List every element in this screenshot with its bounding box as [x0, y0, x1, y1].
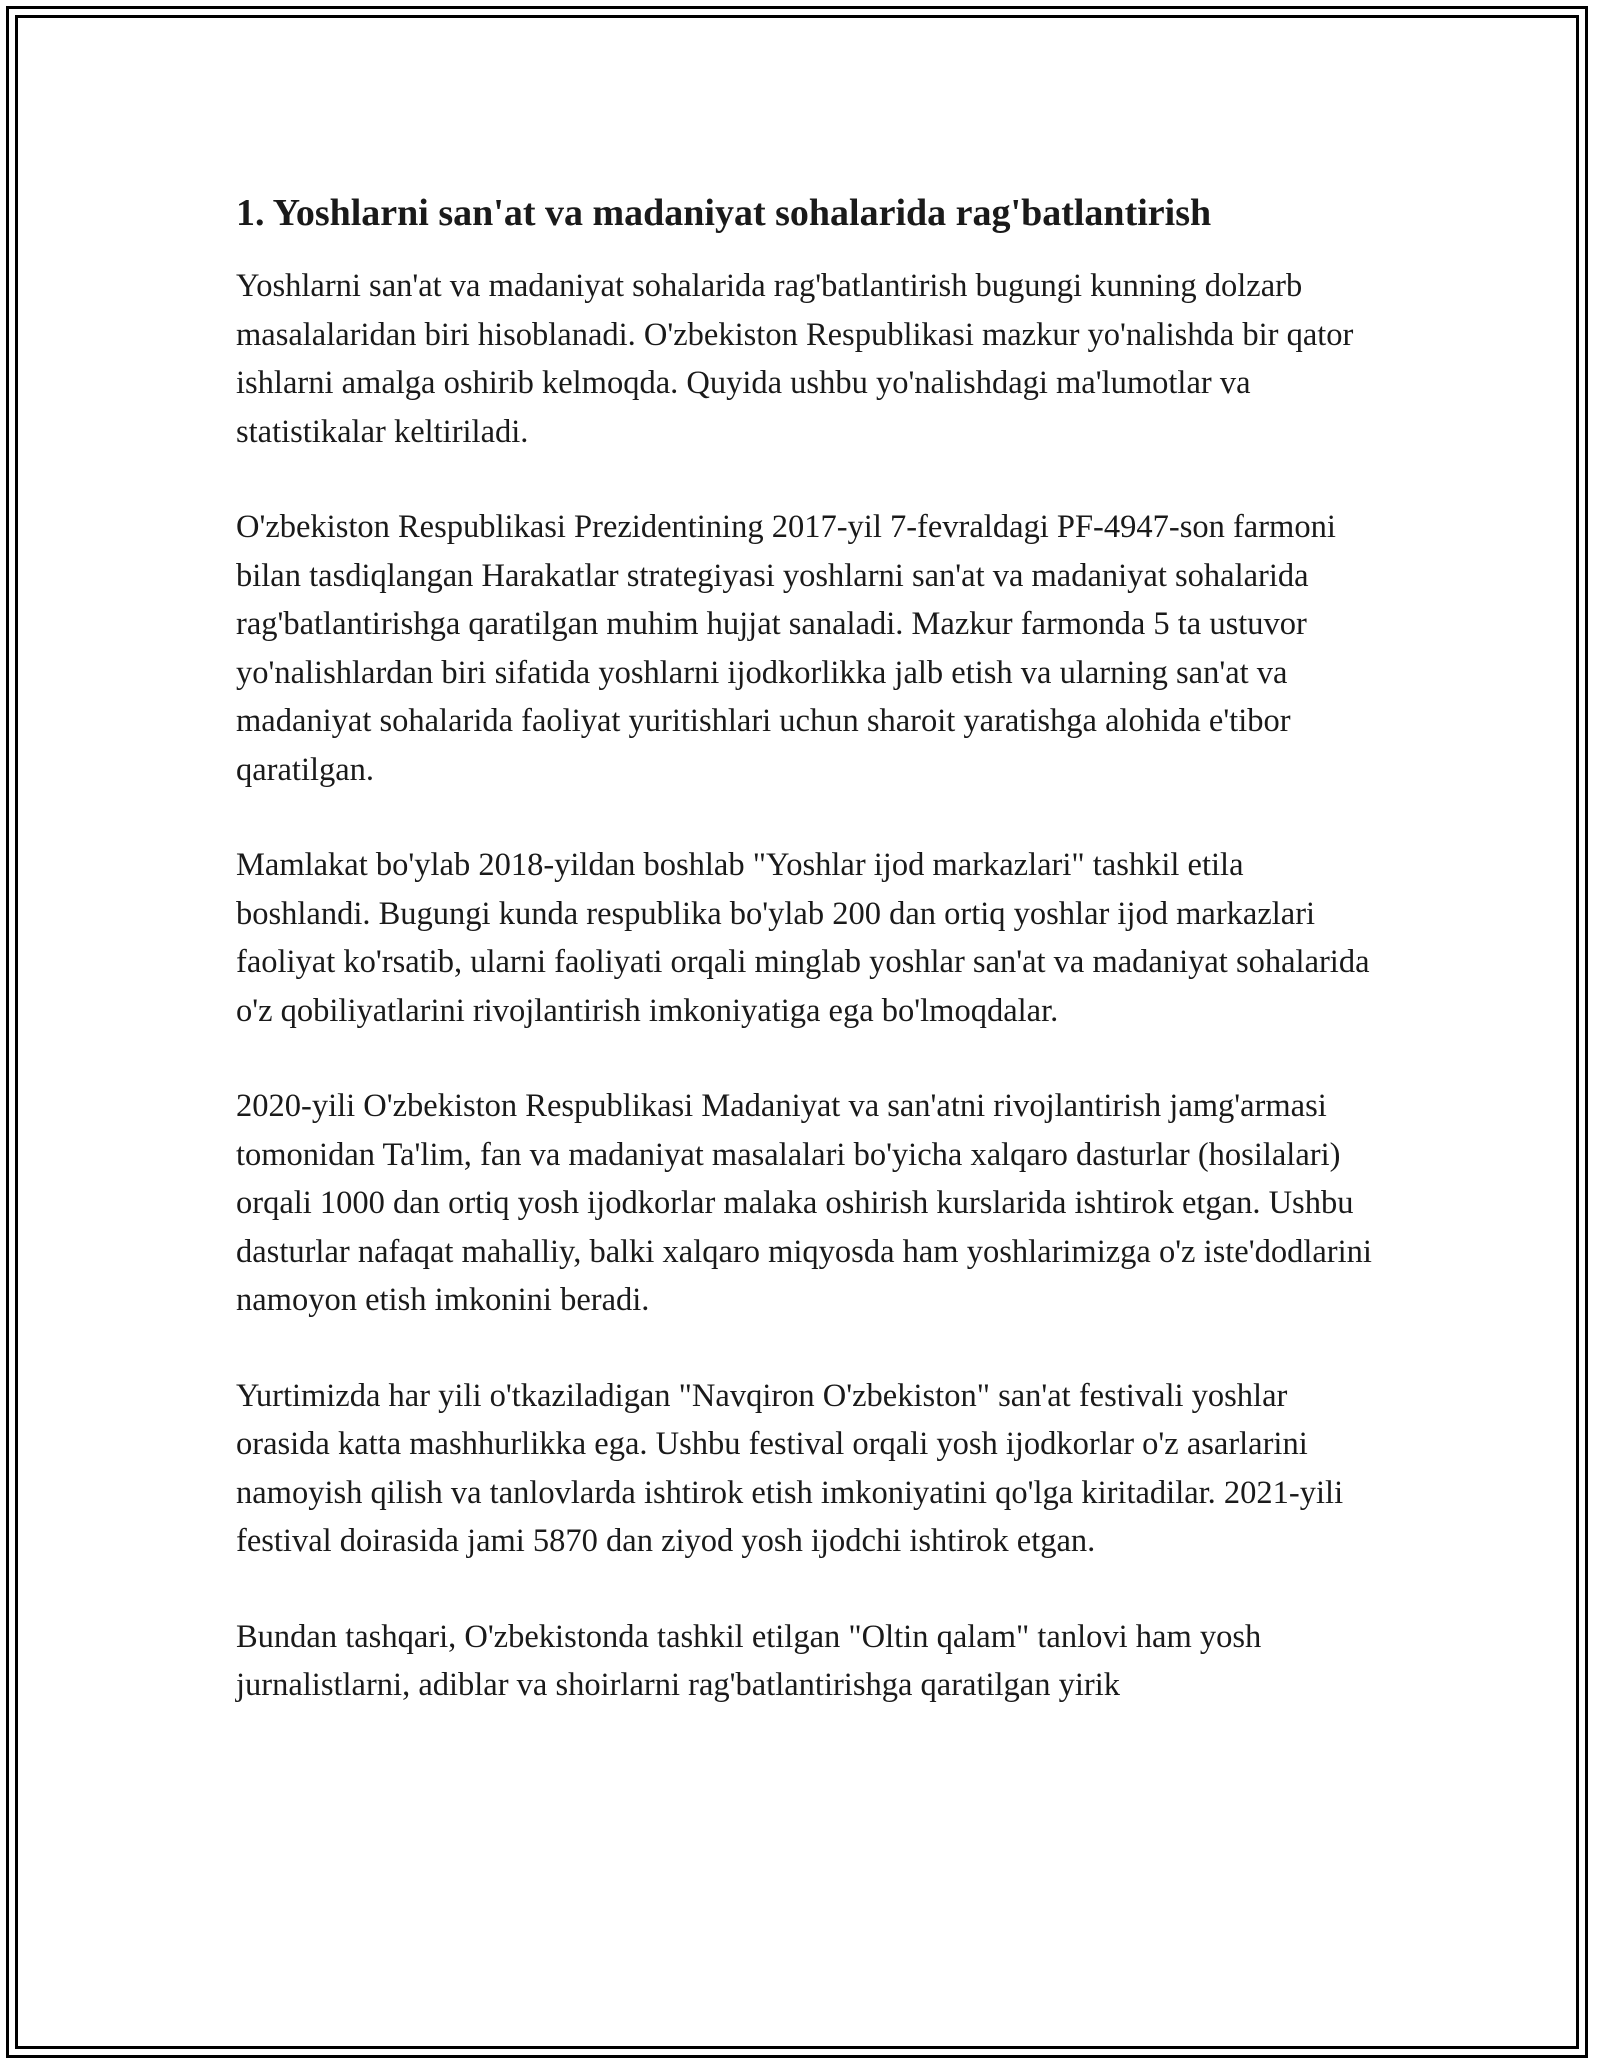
paragraph-5: Yurtimizda har yili o'tkaziladigan "Navqiron O'zbekiston" san'at festivali yoshlar orasida katta mashhurlikka ega. Ushbu festival orqali yosh ijodkorlar o'z asarlarini namoyish qilish va tanlovlarda ishtirok etish imkoniyatini qo'lga kiritadilar. 2021-yili festival doirasida jami 5870 dan ziyod yosh ijodchi ishtirok etgan. — [236, 1377, 1344, 1559]
section-title: 1. Yoshlarni san'at va madaniyat sohalarida rag'batlantirish — [236, 192, 1212, 234]
paragraph-6: Bundan tashqari, O'zbekistonda tashkil etilgan "Oltin qalam" tanlovi ham yosh jurnalistlarni, adiblar va shoirlarni rag'batlantirishga qaratilgan yirik — [236, 1618, 1262, 1703]
document-body — [236, 186, 1386, 1710]
paragraph-1: Yoshlarni san'at va madaniyat sohalarida rag'batlantirish bugungi kunning dolzarb masalalaridan biri hisoblanadi. O'zbekiston Respublikasi mazkur yo'nalishda bir qator ishlarni amalga oshirib kelmoqda. Quyida ushbu yo'nalishdagi ma'lumotlar va statistikalar keltiriladi. — [236, 268, 1354, 450]
paragraph-3: Mamlakat bo'ylab 2018-yildan boshlab "Yoshlar ijod markazlari" tashkil etila boshlandi. Bugungi kunda respublika bo'ylab 200 dan ortiq yoshlar ijod markazlari faoliyat ko'rsatib, ularni faoliyati orqali minglab yoshlar san'at va madaniyat sohalarida o'z qobiliyatlarini rivojlantirish imkoniyatiga ega bo'lmoqdalar. — [236, 847, 1370, 1029]
paragraph-4: 2020-yili O'zbekiston Respublikasi Madaniyat va san'atni rivojlantirish jamg'armasi tomonidan Ta'lim, fan va madaniyat masalalari bo'yicha xalqaro dasturlar (hosilalari) orqali 1000 dan ortiq yosh ijodkorlar malaka oshirish kurslarida ishtirok etgan. Ushbu dasturlar nafaqat mahalliy, balki xalqaro miqyosda ham yoshlarimizga o'z iste'dodlarini namoyon etish imkonini beradi. — [236, 1088, 1372, 1318]
paragraph-2: O'zbekiston Respublikasi Prezidentining 2017-yil 7-fevraldagi PF-4947-son farmoni bilan tasdiqlangan Harakatlar strategiyasi yoshlarni san'at va madaniyat sohalarida rag'batlantirishga qaratilgan muhim hujjat sanaladi. Mazkur farmonda 5 ta ustuvor yo'nalishlardan biri sifatida yoshlarni ijodkorlikka jalb etish va ularning san'at va madaniyat sohalarida faoliyat yuritishlari uchun sharoit yaratishga alohida e'tibor qaratilgan. — [236, 509, 1336, 788]
